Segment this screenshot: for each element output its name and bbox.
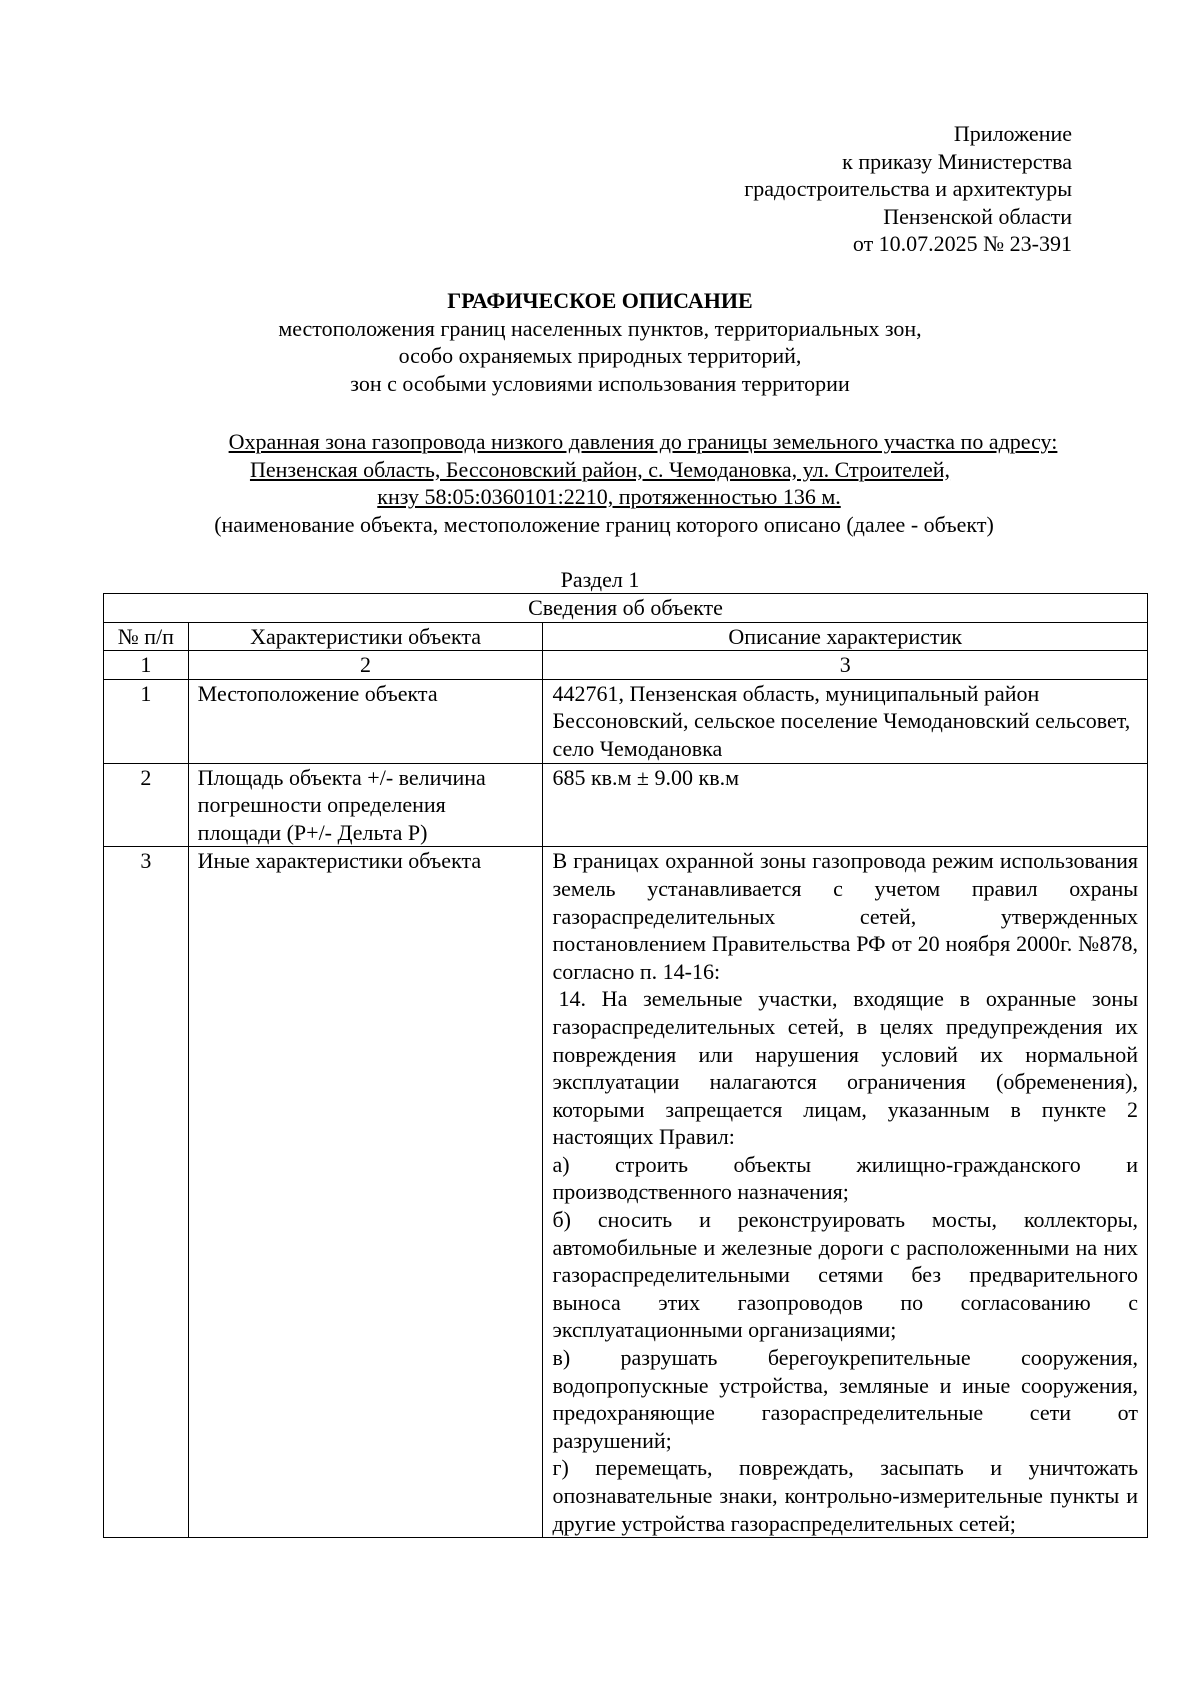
- appendix-line: Пензенской области: [883, 203, 1072, 229]
- appendix-block: [744, 120, 1072, 258]
- row-description: 685 кв.м ± 9.00 кв.м: [543, 763, 1148, 847]
- description-paragraph: 14. На земельные участки, входящие в охранные зоны газораспределительных сетей, в целях предупреждения их повреждения или нарушения условий их нормальной эксплуатации налагаются ограничения (обременения), которыми запрещается лицам, указанным в пункте 2 настоящих Правил:: [552, 986, 1138, 1150]
- row-description: [543, 847, 1148, 1538]
- column-index: 2: [188, 651, 543, 680]
- description-paragraph: В границах охранной зоны газопровода режим использования земель устанавливается с учетом правил охраны газораспределительных сетей, утвержденных постановлением Правительства РФ от 20 ноября 2000г. №878, согласно п. 14-16:: [552, 848, 1138, 984]
- document-subtitle-line: зон с особыми условиями использования территории: [350, 370, 850, 396]
- description-paragraph: в) разрушать берегоукрепительные сооружения, водопропускные устройства, земляные и иные сооружения, предохраняющие газораспределительные сети от разрушений;: [552, 1345, 1138, 1453]
- row-number: 1: [104, 679, 189, 763]
- description-paragraph: б) сносить и реконструировать мосты, коллекторы, автомобильные и железные дороги с расположенными на них газораспределительными сетями без предварительного выноса этих газопроводов по согласованию с эксплуатационными организациями;: [552, 1207, 1138, 1343]
- description-paragraph: а) строить объекты жилищно-гражданского и производственного назначения;: [552, 1151, 1138, 1205]
- description-paragraph: г) перемещать, повреждать, засыпать и уничтожать опознавательные знаки, контрольно-измерительные пункты и другие устройства газораспределительных сетей;: [552, 1455, 1138, 1536]
- table-row: [104, 763, 1148, 847]
- appendix-line: градостроительства и архитектуры: [744, 176, 1072, 202]
- table-title-row: [104, 594, 1148, 623]
- table-title: Сведения об объекте: [104, 594, 1148, 623]
- row-characteristic: Площадь объекта +/- величина погрешности определения площади (Р+/- Дельта Р): [188, 763, 543, 847]
- object-info-table: [103, 593, 1148, 1538]
- column-header-description: Описание характеристик: [543, 622, 1148, 651]
- row-number: 3: [104, 847, 189, 1538]
- appendix-line: от 10.07.2025 № 23-391: [852, 231, 1072, 257]
- document-subtitle-line: особо охраняемых природных территорий,: [398, 343, 802, 369]
- table-row: [104, 679, 1148, 763]
- object-name-line: Пензенская область, Бессоновский район, с. Чемодановка, ул. Строителей,: [249, 456, 951, 482]
- table-column-index-row: [104, 651, 1148, 680]
- column-index: 3: [543, 651, 1148, 680]
- document-title: ГРАФИЧЕСКОЕ ОПИСАНИЕ: [447, 288, 753, 313]
- appendix-line: Приложение: [953, 121, 1072, 146]
- appendix-line: к приказу Министерства: [842, 148, 1072, 174]
- column-header-characteristics: Характеристики объекта: [188, 622, 543, 651]
- table-header-row: [104, 622, 1148, 651]
- object-name-line: Охранная зона газопровода низкого давления до границы земельного участка по адресу:: [228, 429, 1058, 454]
- column-header-number: № п/п: [104, 622, 189, 651]
- object-name-block: [100, 428, 1100, 538]
- row-characteristic: Местоположение объекта: [188, 679, 543, 763]
- row-number: 2: [104, 763, 189, 847]
- table-row: [104, 847, 1148, 1538]
- section-label: Раздел 1: [560, 567, 640, 592]
- column-index: 1: [104, 651, 189, 680]
- document-subtitle-line: местоположения границ населенных пунктов, территориальных зон,: [278, 315, 922, 341]
- object-name-line: кнзу 58:05:0360101:2210, протяженностью 136 м.: [377, 484, 841, 510]
- document-heading: [100, 287, 1100, 397]
- row-characteristic: Иные характеристики объекта: [188, 847, 543, 1538]
- object-caption: (наименование объекта, местоположение границ которого описано (далее - объект): [214, 511, 994, 537]
- row-description: 442761, Пензенская область, муниципальный район Бессоновский, сельское поселение Чемодановский сельсовет, село Чемодановка: [543, 679, 1148, 763]
